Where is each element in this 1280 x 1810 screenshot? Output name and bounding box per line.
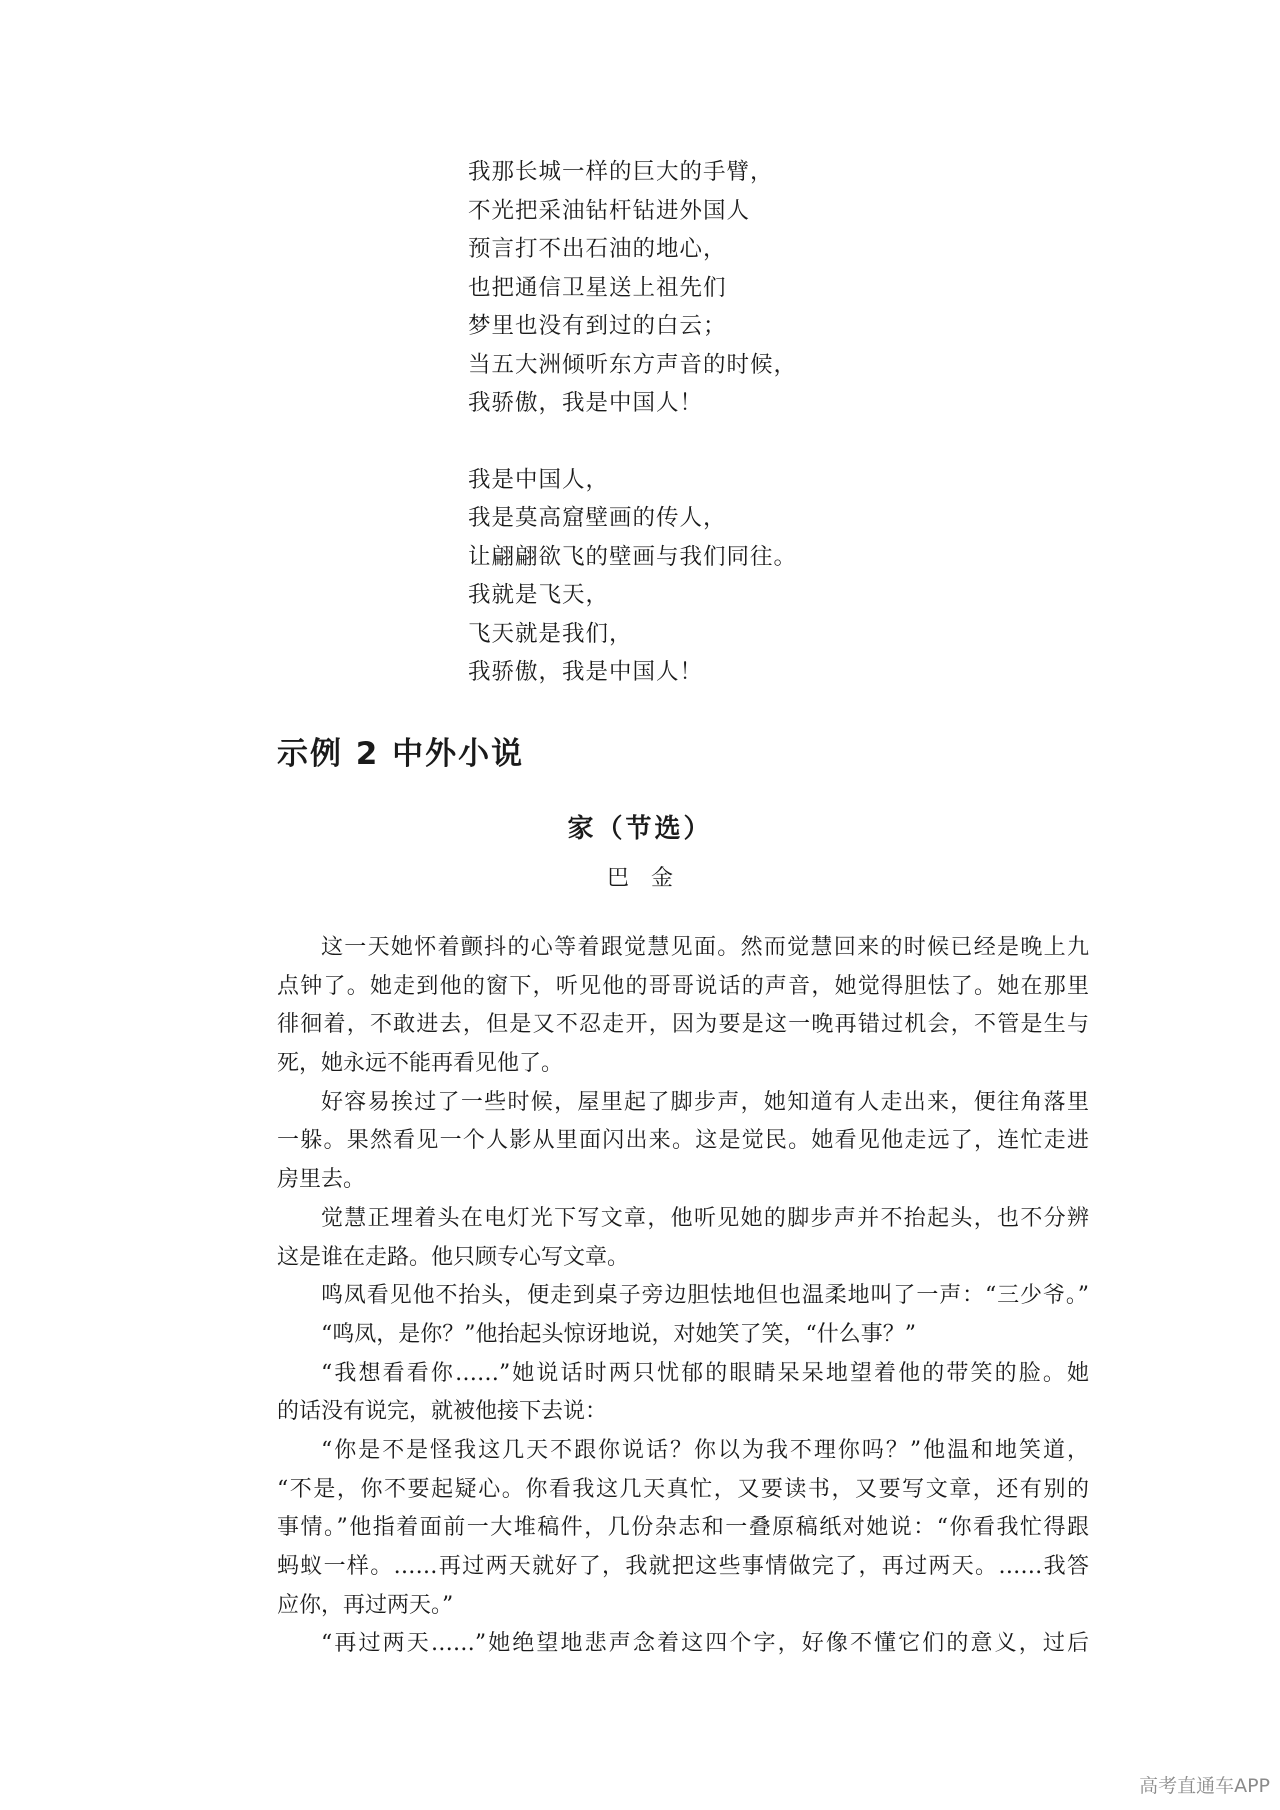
poem-line: 我是莫高窟壁画的传人， <box>468 505 727 531</box>
text-line: “我想看看你……”她说话时两只忧郁的眼睛呆呆地望着他的带笑的脸。她 <box>321 1360 1089 1386</box>
article-author: 巴金 <box>606 866 695 891</box>
poem-line: 我就是飞天， <box>468 582 610 608</box>
poem-line: 我是中国人， <box>468 466 610 493</box>
poem-stanza-1 <box>468 153 797 423</box>
text-line: “不是，你不要起疑心。你看我这几天真忙，又要读书，又要写文章，还有别的 <box>277 1476 1089 1502</box>
text-line: “鸣凤，是你？”他抬起头惊讶地说，对她笑了笑，“什么事？” <box>321 1321 916 1347</box>
text-line: 这是谁在走路。他只顾专心写文章。 <box>277 1244 630 1270</box>
text-line: 这一天她怀着颤抖的心等着跟觉慧见面。然而觉慧回来的时候已经是晚上九 <box>321 935 1089 960</box>
text-line: 蚂蚁一样。……再过两天就好了，我就把这些事情做完了，再过两天。……我答 <box>277 1554 1089 1579</box>
poem-line: 梦里也没有到过的白云； <box>468 313 727 339</box>
poem-line: 我那长城一样的巨大的手臂， <box>468 159 774 185</box>
text-line: 一躲。果然看见一个人影从里面闪出来。这是觉民。她看见他走远了，连忙走进 <box>277 1128 1089 1154</box>
text-line: “你是不是怪我这几天不跟你说话？你以为我不理你吗？”他温和地笑道， <box>321 1437 1089 1463</box>
text-line: 徘徊着，不敢进去，但是又不忍走开，因为要是这一晚再错过机会，不管是生与 <box>277 1012 1089 1038</box>
text-line: 死，她永远不能再看见他了。 <box>277 1051 564 1077</box>
poem-line: 不光把采油钻杆钻进外国人 <box>468 197 751 224</box>
text-line: 的话没有说完，就被他接下去说： <box>277 1399 608 1425</box>
text-line: 应你，再过两天。” <box>277 1592 454 1618</box>
text-line: 点钟了。她走到他的窗下，听见他的哥哥说话的声音，她觉得胆怯了。她在那里 <box>277 973 1089 999</box>
poem-line: 也把通信卫星送上祖先们 <box>468 274 727 301</box>
poem-stanza-2 <box>468 461 797 692</box>
poem-excerpt <box>468 153 797 692</box>
poem-line: 当五大洲倾听东方声音的时候， <box>468 351 798 378</box>
text-line: 鸣凤看见他不抬头，便走到桌子旁边胆怯地但也温柔地叫了一声：“三少爷。” <box>321 1283 1089 1309</box>
text-line: 事情。”他指着面前一大堆稿件，几份杂志和一叠原稿纸对她说：“你看我忙得跟 <box>277 1515 1089 1541</box>
poem-line: 预言打不出石油的地心， <box>468 236 727 262</box>
text-line: 觉慧正埋着头在电灯光下写文章，他听见她的脚步声并不抬起头，也不分辨 <box>321 1205 1089 1231</box>
poem-line: 飞天就是我们， <box>468 620 633 647</box>
text-line: “再过两天……”她绝望地悲声念着这四个字，好像不懂它们的意义，过后 <box>321 1631 1089 1657</box>
article-title: 家（节选） <box>567 814 713 844</box>
text-line: 好容易挨过了一些时候，屋里起了脚步声，她知道有人走出来，便往角落里 <box>321 1089 1089 1115</box>
stanza-gap <box>468 423 797 461</box>
poem-line: 让翩翩欲飞的壁画与我们同往。 <box>468 543 798 570</box>
text-line: 房里去。 <box>277 1167 366 1193</box>
article-body <box>277 929 1089 1664</box>
section-heading: 示例 2 中外小说 <box>277 736 525 772</box>
app-watermark: 高考直通车APP <box>1139 1775 1270 1797</box>
poem-line: 我骄傲，我是中国人！ <box>468 390 704 416</box>
poem-line: 我骄傲，我是中国人！ <box>468 659 704 685</box>
